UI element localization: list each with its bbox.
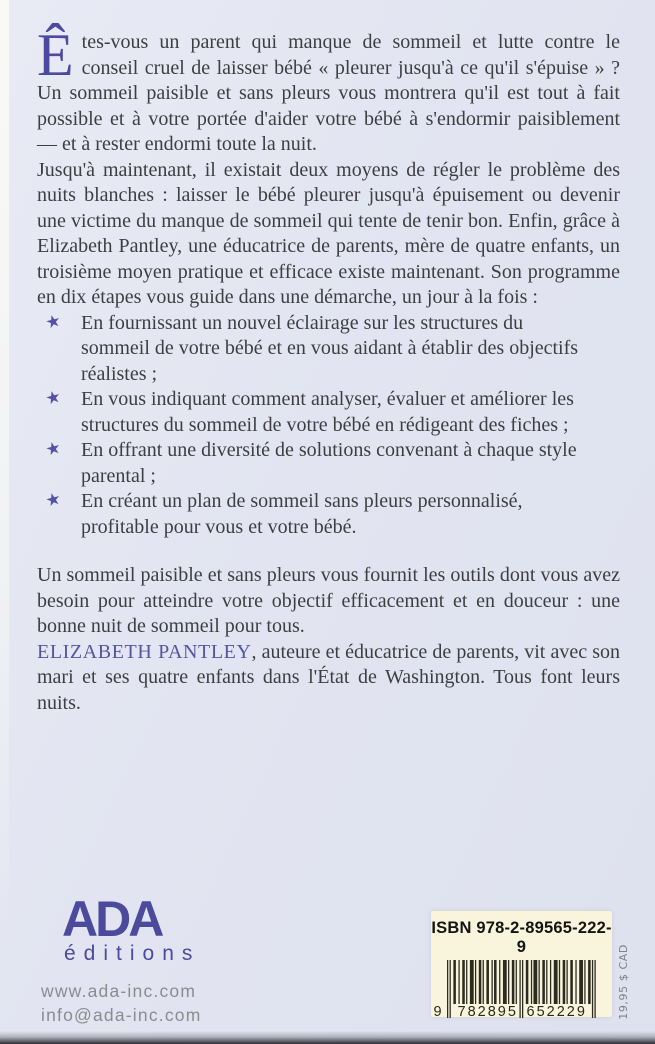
bullet-text: En offrant une diversité de solutions convenant à chaque style parental ; [81,439,577,487]
author-bio-text: , auteure et éducatrice de parents, vit avec son mari et ses quatre enfants dans l'État de Washington. Tous font leurs nuits. [37,640,620,714]
editions-label: éditions [64,942,201,965]
list-item [37,489,620,540]
bullet-text: En créant un plan de sommeil sans pleurs personnalisé, profitable pour vous et votre bébé. [81,490,523,538]
price-label: 19,95 $ CAD [617,944,630,1020]
author-paragraph [37,640,620,717]
isbn-sticker [431,911,612,1020]
ean-barcode [433,960,597,1020]
isbn-number: ISBN 978-2-89565-222-9 [431,919,612,956]
ada-logo: ADA [62,891,162,947]
scan-edge-left [0,0,9,1044]
context-paragraph: Jusqu'à maintenant, il existait deux moyens de régler le problème des nuits blanches : laisser le bébé pleurer jusqu'à épuisement ou devenir une victime du manque de sommeil qui tente de tenir bon. Enfin, grâce à Elizabeth Pantley, une éducatrice de parents, mère de quatre enfants, un troisième moyen pratique et efficace existe maintenant. Son programme en dix étapes vous guide dans une démarche, un jour à la fois : [37,158,620,308]
publisher-contact [41,979,202,1027]
list-item [37,311,620,388]
list-item [37,438,620,489]
website-text: www.ada-inc.com [41,981,197,1001]
bullet-text: En vous indiquant comment analyser, évaluer et améliorer les structures du sommeil de votre bébé en rédigeant des fiches ; [81,388,574,436]
drop-cap: Ê [37,22,74,88]
email-text: info@ada-inc.com [41,1005,202,1025]
intro-paragraph [37,22,620,158]
scan-edge-bottom [0,1031,655,1044]
star-bullet-icon: ★ [43,488,64,512]
intro-paragraph-text: tes-vous un parent qui manque de sommeil et lutte contre le conseil cruel de laisser bébé « pleurer jusqu'à ce qu'il s'épuise » ? Un sommeil paisible et sans pleurs vous montrera qu'il est tout à fait possible et à votre portée d'aider votre bébé à s'endormir paisiblement — et à rester endormi toute la nuit. [37,31,620,155]
list-item [37,387,620,438]
publisher-logo [62,891,201,966]
barcode-digit-group: 9 [433,1004,444,1020]
author-name: ELIZABETH PANTLEY [37,640,252,663]
closing-paragraph: Un sommeil paisible et sans pleurs vous fournit les outils dont vous avez besoin pour atteindre votre objectif efficacement et en douceur : une bonne nuit de sommeil pour tous. [37,564,620,637]
bullet-text: En fournissant un nouvel éclairage sur les structures du sommeil de votre bébé et en vous aidant à établir des objectifs réalistes ; [81,311,579,385]
star-bullet-icon: ★ [43,437,64,461]
barcode-digit-group: 782895 [457,1004,518,1020]
star-bullet-icon: ★ [43,386,64,410]
barcode-digit-group: 652229 [526,1004,587,1020]
bullet-list [37,311,620,541]
star-bullet-icon: ★ [43,310,64,334]
back-cover-text [37,22,620,716]
